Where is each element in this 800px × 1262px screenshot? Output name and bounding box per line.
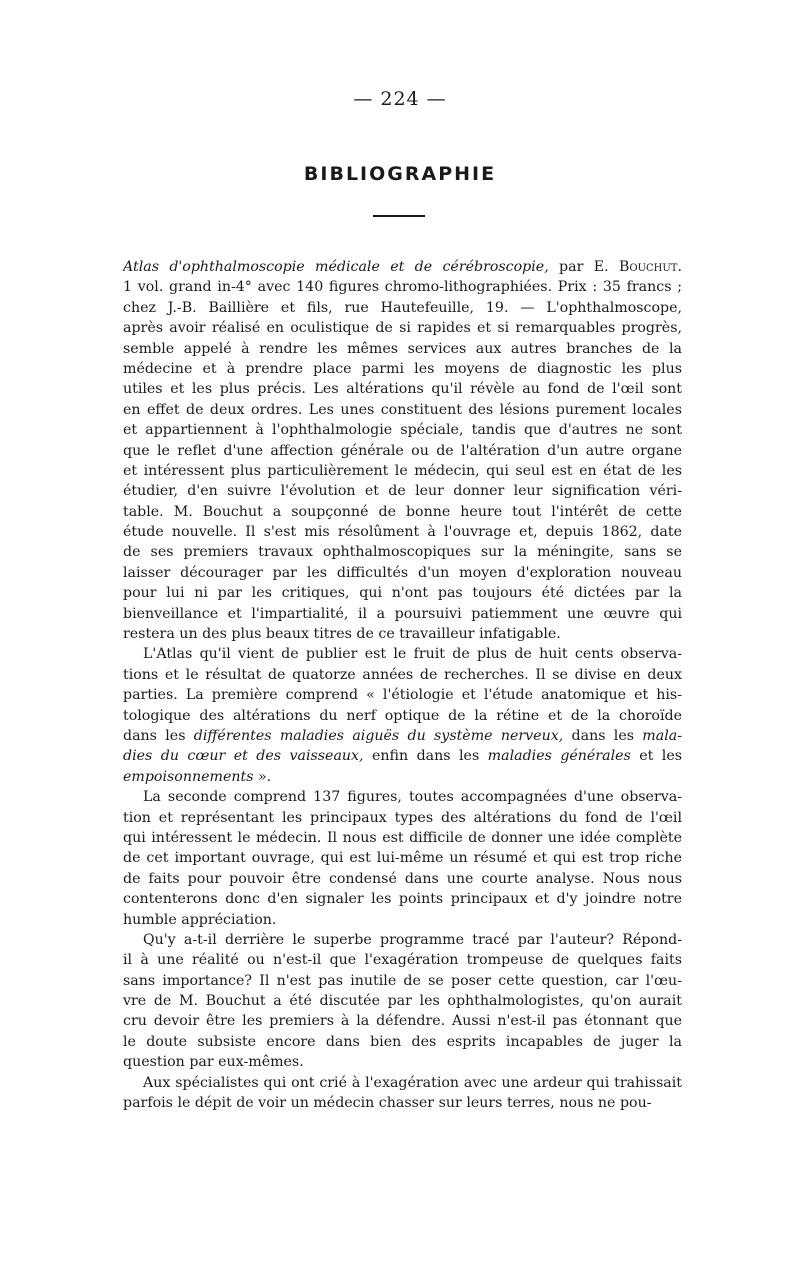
paragraph [123, 644, 682, 787]
text-run: par E. [548, 259, 619, 275]
text-line: parties. La première comprend « l'étiologie et l'étude anatomique et his- [123, 687, 682, 704]
text-line: Aux spécialistes qui ont crié à l'exagération avec une ardeur qui trahissait [143, 1074, 682, 1091]
text-run: et les [630, 748, 682, 765]
text-line: étude nouvelle. Il s'est mis résolûment à l'ouvrage et, depuis 1862, date [123, 524, 682, 541]
text-run: ». [253, 768, 272, 785]
title-divider [373, 215, 425, 217]
text-line: 1 vol. grand in-4° avec 140 figures chromo-lithographiées. Prix : 35 francs ; [123, 279, 682, 296]
text-line: restera un des plus beaux titres de ce travailleur infatigable. [123, 626, 561, 643]
text-line: médecine et à prendre place parmi les moyens de diagnostic les plus [123, 360, 682, 377]
text-run: mala- [642, 727, 682, 744]
section-title: BIBLIOGRAPHIE [303, 163, 497, 185]
text-line: cru devoir être les premiers à la défendre. Aussi n'est-il pas étonnant que [123, 1013, 682, 1030]
text-run: dies du cœur et des vaisseaux, [123, 748, 364, 765]
text-line: question par eux-mêmes. [123, 1054, 304, 1071]
paragraph [123, 787, 682, 930]
paragraph [123, 1073, 682, 1114]
text-run: empoisonnements [123, 768, 254, 785]
text-line: et intéressent plus particulièrement le médecin, qui seul est en état de les [123, 462, 682, 479]
paragraph [123, 930, 682, 1073]
text-run: Bouchut [618, 259, 678, 275]
text-line: La seconde comprend 137 figures, toutes accompagnées d'une observa- [143, 789, 682, 806]
text-line [123, 257, 682, 277]
text-line: tions et le résultat de quatorze années de recherches. Il se divise en deux [123, 666, 682, 683]
text-run: différentes maladies aiguës du système nerveux, [193, 727, 564, 744]
text-line: sans importance? Il n'est pas inutile de se poser cette question, car l'œu- [123, 972, 682, 989]
text-line: vre de M. Bouchut a été discutée par les ophthalmologistes, qu'on aurait [123, 993, 682, 1010]
text-line: contenterons donc d'en signaler les points principaux et d'y joindre notre [123, 891, 682, 908]
text-line: parfois le dépit de voir un médecin chasser sur leurs terres, nous ne pou- [123, 1095, 652, 1112]
text-line: le doute subsiste encore dans bien des esprits incapables de juger la [123, 1033, 682, 1050]
text-line [123, 726, 682, 746]
text-line: table. M. Bouchut a soupçonné de bonne heure tout l'intérêt de cette [123, 503, 682, 520]
text-line: tion et représentant les principaux types des altérations du fond de l'œil [123, 809, 682, 826]
text-line: semble appelé à rendre les mêmes services aux autres branches de la [123, 340, 682, 357]
text-line: étudier, d'en suivre l'évolution et de leur donner leur signification véri- [123, 483, 682, 500]
text-line: qui intéressent le médecin. Il nous est difficile de donner une idée complète [123, 829, 682, 846]
text-run: Atlas d'ophthalmoscopie médicale et de cérébroscopie, [123, 259, 549, 275]
text-line: que le reflet d'une affection générale ou de l'altération d'un autre organe [123, 442, 682, 459]
text-line: après avoir réalisé en oculistique de si rapides et si remarquables progrès, [123, 320, 682, 337]
text-line: humble appréciation. [123, 911, 277, 928]
text-line: et appartiennent à l'ophthalmologie spéciale, tandis que d'autres ne sont [123, 422, 682, 439]
text-line: utiles et les plus précis. Les altérations qu'il révèle au fond de l'œil sont [123, 381, 682, 398]
text-line: tologique des altérations du nerf optique de la rétine et de la choroïde [123, 707, 682, 724]
text-run: dans les [563, 727, 643, 744]
text-run: dans les [123, 727, 194, 744]
text-line: il à une réalité ou n'est-il que l'exagération trompeuse de quelques faits [123, 952, 682, 969]
text-run: enfin dans les [363, 748, 488, 765]
body-text [123, 257, 682, 1113]
text-line [123, 746, 682, 766]
paragraph [123, 257, 682, 644]
text-line: de faits pour pouvoir être condensé dans une courte analyse. Nous nous [123, 870, 682, 887]
text-run: . [677, 259, 682, 275]
text-line: pour lui ni par les critiques, qui n'ont pas toujours été dictées par la [123, 585, 682, 602]
text-line: de cet important ouvrage, qui est lui-même un résumé et qui est trop riche [123, 850, 682, 867]
text-line: en effet de deux ordres. Les unes constituent des lésions purement locales [123, 401, 682, 418]
text-line: L'Atlas qu'il vient de publier est le fruit de plus de huit cents observa- [143, 646, 682, 663]
text-line: Qu'y a-t-il derrière le superbe programme tracé par l'auteur? Répond- [143, 931, 682, 948]
text-line: chez J.-B. Baillière et fils, rue Hautefeuille, 19. — L'ophthalmoscope, [123, 299, 682, 316]
text-run: maladies générales [487, 748, 631, 765]
text-line [123, 767, 682, 787]
text-line: bienveillance et l'impartialité, il a poursuivi patiemment une œuvre qui [123, 605, 682, 622]
text-line: de ses premiers travaux ophthalmoscopiques sur la méningite, sans se [123, 544, 682, 561]
text-line: laisser décourager par les difficultés d'un moyen d'exploration nouveau [123, 564, 682, 581]
page-number: — 224 — [353, 88, 447, 110]
